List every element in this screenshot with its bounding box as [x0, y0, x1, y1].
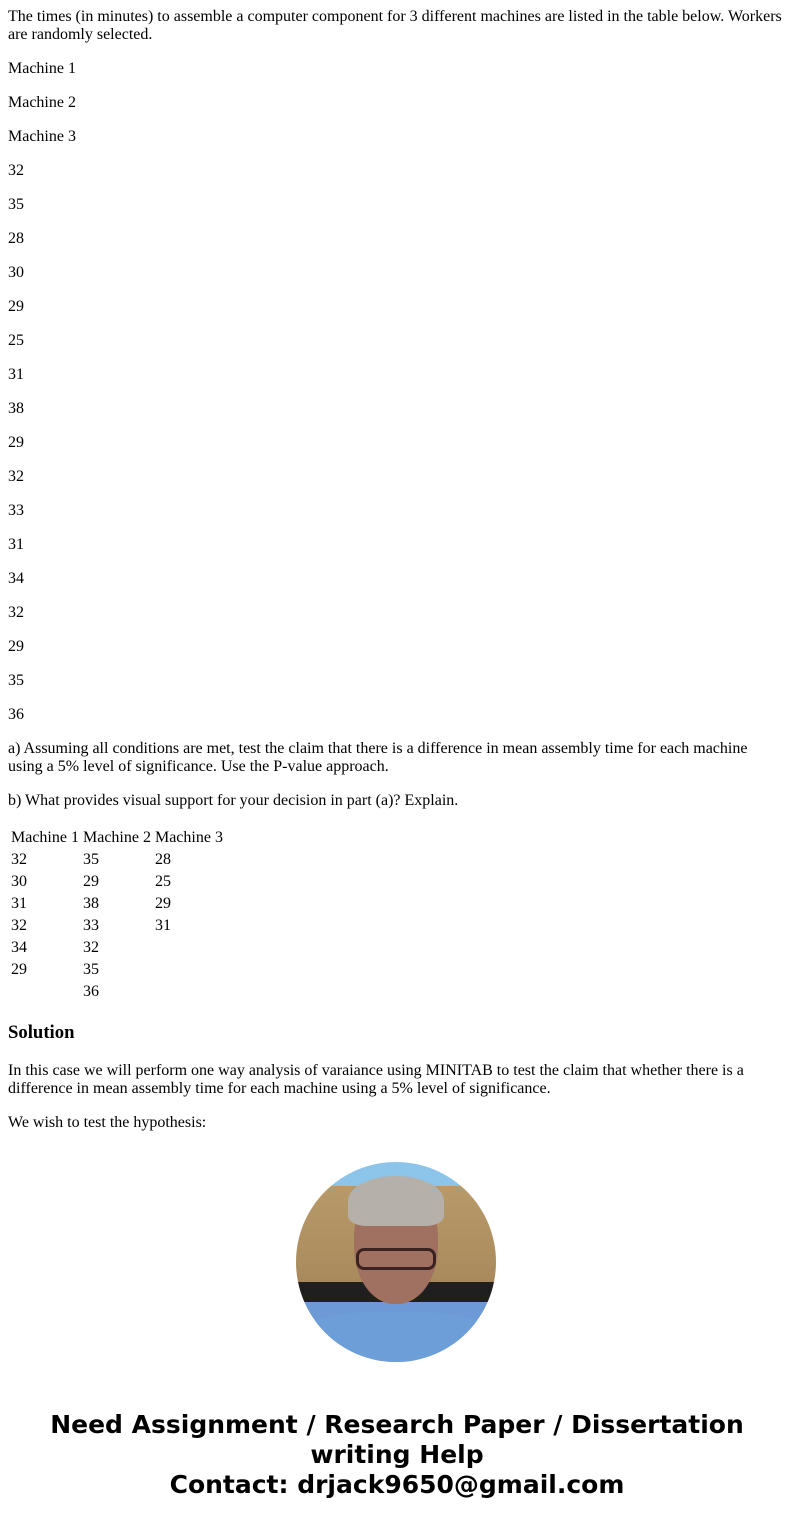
table-row	[10, 894, 224, 914]
list-item: 25	[8, 332, 24, 349]
column-header: Machine 2	[82, 829, 151, 846]
column-header: Machine 1	[11, 829, 79, 846]
list-item: 33	[8, 502, 24, 519]
intro-text: The times (in minutes) to assemble a computer component for 3 different machines are listed in the table below. Workers are randomly selected.	[8, 8, 782, 43]
question-a: a) Assuming all conditions are met, test the claim that there is a difference in mean assembly time for each machine using a 5% level of significance. Use the P-value approach.	[8, 740, 748, 775]
table-cell: 31	[11, 895, 27, 912]
table-cell: 29	[154, 895, 171, 912]
table-cell: 29	[82, 873, 99, 890]
contact-banner	[27, 1410, 767, 1500]
list-item: 38	[8, 400, 24, 417]
list-item: 30	[8, 264, 24, 281]
table-cell: 32	[82, 939, 99, 956]
table-cell: 31	[154, 917, 171, 934]
table-row	[10, 916, 224, 936]
solution-heading: Solution	[8, 1022, 75, 1043]
author-photo	[296, 1162, 496, 1362]
list-item: 29	[8, 434, 24, 451]
table-cell: 34	[11, 939, 27, 956]
list-item: 31	[8, 536, 24, 553]
table-cell	[154, 938, 224, 958]
table-cell	[154, 982, 224, 1002]
column-header: Machine 3	[154, 829, 223, 846]
list-item: Machine 3	[8, 128, 76, 145]
list-item: 35	[8, 196, 24, 213]
list-item: Machine 2	[8, 94, 76, 111]
table-cell: 25	[154, 873, 171, 890]
table-cell	[154, 960, 224, 980]
table-row	[10, 850, 224, 870]
table-cell: 28	[154, 851, 171, 868]
flattened-table-values	[8, 60, 786, 724]
table-cell: 35	[82, 961, 99, 978]
list-item: 34	[8, 570, 24, 587]
banner-line: Need Assignment / Research Paper / Dissertation writing Help	[50, 1410, 744, 1469]
list-item: Machine 1	[8, 60, 76, 77]
list-item: 32	[8, 468, 24, 485]
list-item: 29	[8, 638, 24, 655]
list-item: 29	[8, 298, 24, 315]
list-item: 32	[8, 162, 24, 179]
table-row	[10, 982, 224, 1002]
list-item: 32	[8, 604, 24, 621]
table-row	[10, 938, 224, 958]
list-item: 28	[8, 230, 24, 247]
table-cell: 32	[11, 917, 27, 934]
table-cell: 36	[82, 983, 99, 1000]
table-cell: 33	[82, 917, 99, 934]
list-item: 35	[8, 672, 24, 689]
table-cell: 30	[11, 873, 27, 890]
table-cell: 29	[11, 961, 27, 978]
question-b: b) What provides visual support for your decision in part (a)? Explain.	[8, 792, 459, 809]
hypothesis-intro: We wish to test the hypothesis:	[8, 1114, 207, 1131]
table-header-row	[10, 828, 224, 848]
table-cell: 38	[82, 895, 99, 912]
solution-paragraph: In this case we will perform one way analysis of varaiance using MINITAB to test the claim that whether there is a difference in mean assembly time for each machine using a 5% level of significance.	[8, 1062, 744, 1097]
table-row	[10, 960, 224, 980]
list-item: 36	[8, 706, 24, 723]
table-row	[10, 872, 224, 892]
data-table	[8, 826, 226, 1004]
table-cell	[10, 982, 80, 1002]
list-item: 31	[8, 366, 24, 383]
banner-contact: Contact: drjack9650@gmail.com	[169, 1470, 625, 1499]
table-cell: 32	[11, 851, 27, 868]
table-cell: 35	[82, 851, 99, 868]
